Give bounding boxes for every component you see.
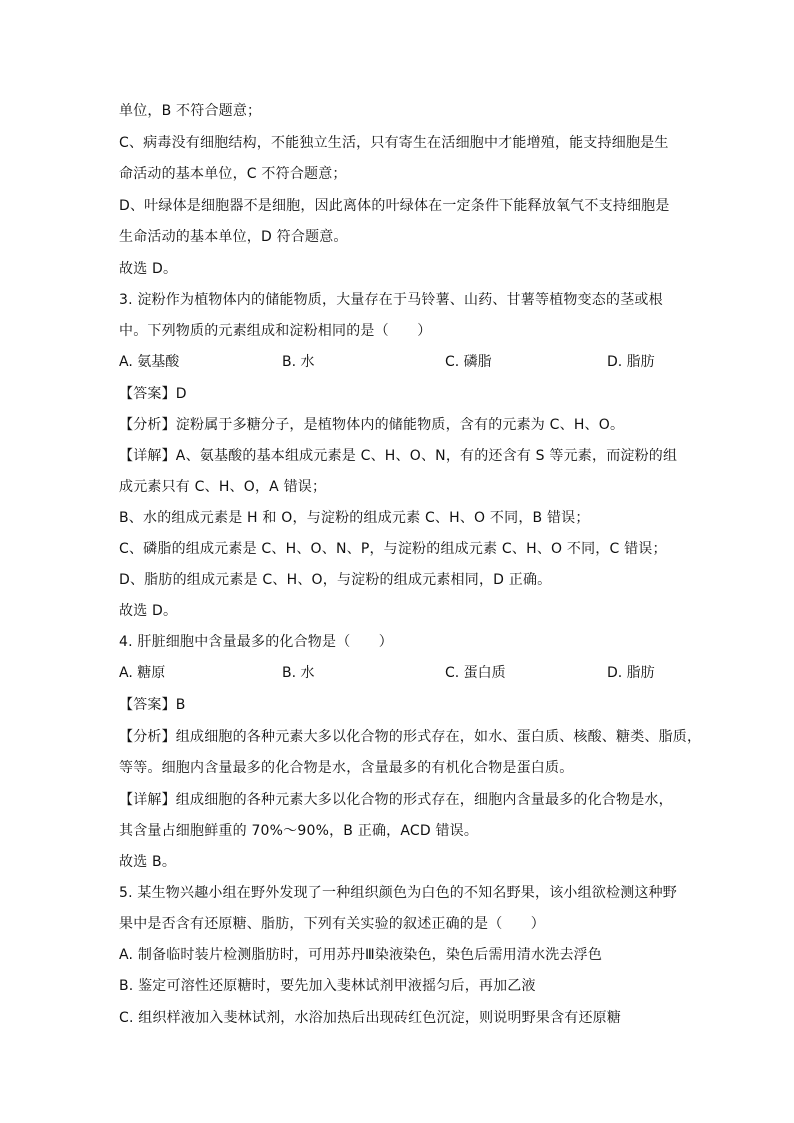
text-line: C、病毒没有细胞结构，不能独立生活，只有寄生在活细胞中才能增殖，能支持细胞是生 [119, 135, 669, 151]
q4-answer: 【答案】B [119, 697, 186, 713]
text-line: 单位，B 不符合题意； [119, 103, 262, 119]
q4-option-d: D. 脂肪 [607, 665, 655, 681]
q3-conclusion: 故选 D。 [119, 603, 178, 619]
q3-option-c: C. 磷脂 [445, 354, 492, 370]
q3-option-a: A. 氨基酸 [119, 354, 180, 370]
q4-detail: 其含量占细胞鲜重的 70%～90%，B 正确，ACD 错误。 [119, 823, 479, 839]
q3-detail: C、磷脂的组成元素是 C、H、O、N、P，与淀粉的组成元素 C、H、O 不同，C 错误； [119, 541, 667, 557]
text-line: D、叶绿体是细胞器不是细胞，因此离体的叶绿体在一定条件下能释放氧气不支持细胞是 [119, 198, 670, 214]
q3-answer: 【答案】D [119, 386, 187, 402]
question-5-stem: 5. 某生物兴趣小组在野外发现了一种组织颜色为白色的不知名野果，该小组欲检测这种野 [119, 885, 678, 901]
q4-option-c: C. 蛋白质 [445, 665, 506, 681]
q3-option-d: D. 脂肪 [607, 354, 655, 370]
q5-option-c: C. 组织样液加入斐林试剂，水浴加热后出现砖红色沉淀，则说明野果含有还原糖 [119, 1010, 622, 1026]
q3-detail: B、水的组成元素是 H 和 O，与淀粉的组成元素 C、H、O 不同，B 错误； [119, 510, 590, 526]
q3-analysis: 【分析】淀粉属于多糖分子，是植物体内的储能物质，含有的元素为 C、H、O。 [119, 417, 625, 433]
q4-detail: 【详解】组成细胞的各种元素大多以化合物的形式存在，细胞内含量最多的化合物是水， [119, 792, 673, 808]
question-4-stem: 4. 肝脏细胞中含量最多的化合物是（ ） [119, 634, 394, 650]
q5-option-a: A. 制备临时装片检测脂肪时，可用苏丹Ⅲ染液染色，染色后需用清水洗去浮色 [119, 947, 603, 963]
text-line: 生命活动的基本单位，D 符合题意。 [119, 229, 348, 245]
q3-detail: D、脂肪的组成元素是 C、H、O，与淀粉的组成元素相同，D 正确。 [119, 572, 552, 588]
q4-analysis: 【分析】组成细胞的各种元素大多以化合物的形式存在，如水、蛋白质、核酸、糖类、脂质， [119, 729, 702, 745]
q4-conclusion: 故选 B。 [119, 854, 177, 870]
q3-detail: 【详解】A、氨基酸的基本组成元素是 C、H、O、N，有的还含有 S 等元素，而淀粉的组 [119, 448, 678, 464]
q4-option-a: A. 糖原 [119, 665, 166, 681]
q4-analysis: 等等。细胞内含量最多的化合物是水，含量最多的有机化合物是蛋白质。 [119, 760, 574, 776]
question-3-stem: 中。下列物质的元素组成和淀粉相同的是（ ） [119, 323, 432, 339]
q4-option-b: B. 水 [282, 665, 315, 681]
text-line: 命活动的基本单位，C 不符合题意； [119, 166, 347, 182]
question-3-stem: 3. 淀粉作为植物体内的储能物质，大量存在于马铃薯、山药、甘薯等植物变态的茎或根 [119, 292, 663, 308]
q3-option-b: B. 水 [282, 354, 315, 370]
text-line: 故选 D。 [119, 261, 178, 277]
question-5-stem: 果中是否含有还原糖、脂肪，下列有关实验的叙述正确的是（ ） [119, 916, 545, 932]
q3-detail: 成元素只有 C、H、O，A 错误； [119, 479, 327, 495]
q5-option-b: B. 鉴定可溶性还原糖时，要先加入斐林试剂甲液摇匀后，再加乙液 [119, 978, 536, 994]
